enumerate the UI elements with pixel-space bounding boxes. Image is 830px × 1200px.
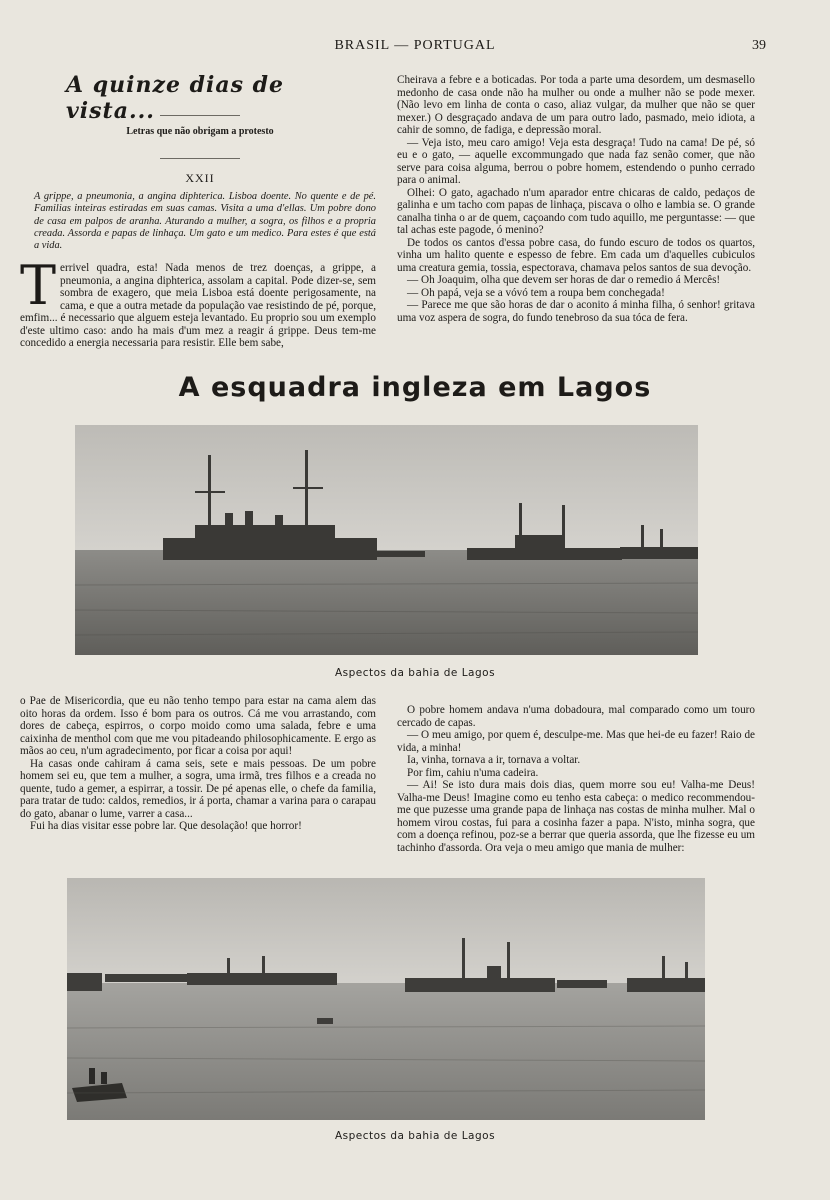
photo-caption-2: Aspectos da bahia de Lagos [334,1130,496,1142]
paragraph: — Oh Joaquim, olha que devem ser horas de dar o remedio á Mercês! [407,274,721,286]
title-divider [160,115,240,116]
right-column-top [397,74,755,324]
story-subtitle: Letras que não obrigam a protesto [126,126,274,137]
paragraph: O pobre homem andava n'uma dobadoura, mal comparado como um touro cercado de capas. [397,704,755,729]
paragraph: — O meu amigo, por quem é, desculpe-me. Mas que hei-de eu fazer! Raio de vida, a minha! [397,729,755,754]
paragraph: — Oh papá, veja se a vóvó tem a roupa bem conchegada! [407,286,665,299]
photo-bay-of-lagos-2 [67,878,705,1120]
left-column-top [20,254,376,350]
photo-bay-of-lagos-1 [75,425,698,655]
paragraph: Ia, vinha, tornava a ir, tornava a voltar. [407,754,581,766]
paragraph: De todos os cantos d'essa pobre casa, do fundo escuro de todos os quartos, vinha um halito quente e espesso de febre. Em cada um d'aquelles cubiculos uma creatura gemia, tossia, espectorava, chamava pelos santos de sua devoção. [397,236,755,274]
chapter-number: XXII [185,171,215,185]
feature-headline: A esquadra ingleza em Lagos [178,372,652,403]
running-head: BRASIL — PORTUGAL [334,38,496,53]
subtitle-divider [160,158,240,159]
paragraph: — Ai! Se isto dura mais dois dias, quem morre sou eu! Valha-me Deus! Valha-me Deus! Imagine como eu tenho esta cabeça: o medico recommendou-me que puzesse uma grande papa de linhaça nas costas de minha mulher. Mal o homem virou costas, fui para a cosinha fazer a papa. N'isto, minha sogra, que com a doença refinou, poz-se a berrar que queria assorda, que lhe fizesse eu um tachinho d'assorda. Ora veja o meu amigo que mania de mulher: [397,779,755,854]
paragraph: Cheirava a febre e a boticadas. Por toda a parte uma desordem, um desmasello medonho de casa onde não ha mulher ou onde a mulher não se pode mexer. (Não levo em linha de conta o caso, aliaz vulgar, da mulher que não se quer mexer.) O desgraçado andava de um para outro lado, pasmado, meio idiota, a cahir de somno, de fadiga, e depressão moral. [397,74,755,136]
story-title: A quinze dias de vista... [66,72,285,124]
paragraph: o Pae de Misericordia, que eu não tenho tempo para estar na cama alem das oito horas da ordem. Isso é bom para os outros. Cá me vou arrastando, com dores de cabeça, espirros, o corpo moido como uma salada, febre e uma caixinha de menthol com que me vou pitadeando philosophicamente. E ergo as mãos ao ceu, n'um agradecimento, por ficar a coisa por aqui! [20,695,376,757]
paragraph: — Veja isto, meu caro amigo! Veja esta desgraça! Tudo na cama! De pé, só eu e o gato, — aquelle excommungado que nada faz senão comer, que não serve para coisa alguma, berrou o pobre homem, estendendo o punho cerrado para o animal. [397,136,755,186]
paragraph: Fui ha dias visitar esse pobre lar. Que desolação! que horror! [30,820,302,832]
left-column-bottom [20,695,376,833]
chapter-epigraph: A grippe, a pneumonia, a angina diphterica. Lisboa doente. No quente e de pé. Familias inteiras estiradas em suas camas. Visita a uma d'ellas. Um pobre dono de casa em palpos de aranha. Aturando a mulher, a sogra, os filhos e a propria creada. Assorda e papas de linhaça. Um gato e um medico. Para estes é que está a vida. [34,191,376,252]
paragraph: — Parece me que são horas de dar o aconito á minha filha, ó senhor! gritava uma voz aspera de sogra, do fundo tenebroso da sua tóca de fera. [397,299,755,324]
page-number: 39 [752,38,766,53]
paragraph: Ha casas onde cahiram á cama seis, sete e mais pessoas. De um pobre homem sei eu, que tem a mulher, a sogra, uma irmã, tres filhos e a creada no quente, tudo a gemer, a espirrar, a tossir. De pé apenas elle, o chefe da familia, para tratar de tudo: caldos, remedios, ir á porta, chamar a varina para o carapau do gato, abanar o lume, varrer a casa... [20,757,376,820]
opening-paragraph: errivel quadra, esta! Nada menos de trez doenças, a grippe, a pneumonia, a angina diphterica, assolam a capital. Pode dizer-se, sem sombra de exagero, que meia Lisboa está doente perigosamente, na cama, e que a outra metade da população vae resistindo de pé, porque, emfim... é necessario que alguem esteja levantado. Eu proprio sou um exemplo d'este ultimo caso: ando ha mais d'um mez a reagir á grippe. Deus tem-me concedido a energia necessaria para resistir. Elle bem sabe, [20,262,376,349]
photo-caption-1: Aspectos da bahia de Lagos [334,667,496,679]
right-column-bottom [397,704,755,854]
paragraph: Olhei: O gato, agachado n'um aparador entre chicaras de caldo, pedaços de galinha e um tacho com papas de linhaça, piscava o olho e lambia se. O grande canalha tinha o ar de quem, caçoando com tudo aquillo, me perguntasse: — que tal achas este pagode, ó menino? [397,186,755,236]
paragraph: Por fim, cahiu n'uma cadeira. [407,766,539,779]
drop-cap: T [20,254,57,317]
